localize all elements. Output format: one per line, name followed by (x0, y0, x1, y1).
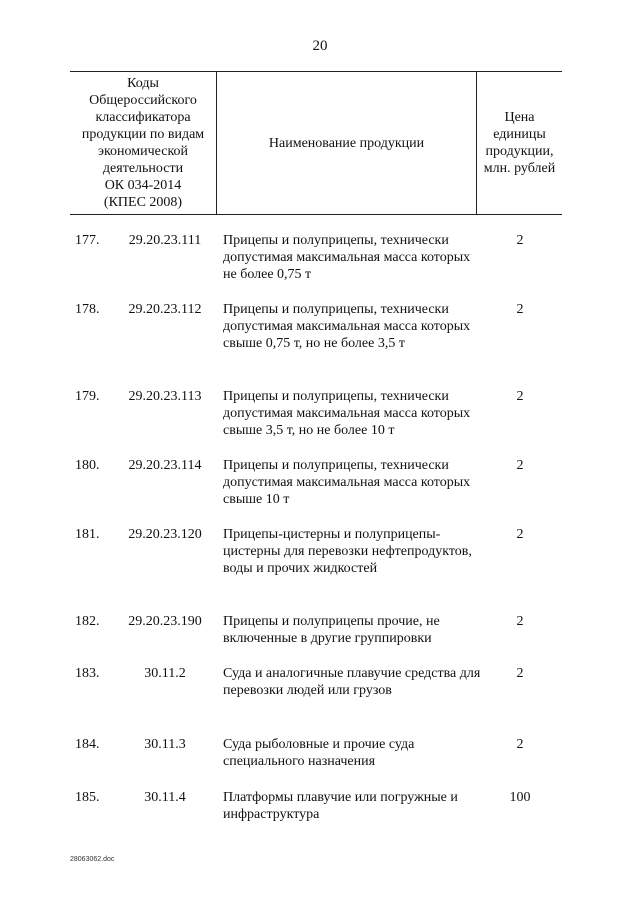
header-name-cell (217, 72, 477, 214)
page-number: 20 (312, 38, 328, 54)
file-footer: 28063062.doc (70, 856, 115, 863)
row-price: 2 (516, 666, 524, 681)
row-number: 178. (75, 302, 100, 317)
table-header (70, 71, 562, 215)
header-codes-cell (70, 72, 217, 214)
row-price: 2 (516, 389, 524, 404)
row-number: 182. (75, 614, 100, 629)
row-code: 29.20.23.120 (128, 527, 202, 542)
row-code: 30.11.2 (144, 666, 186, 681)
row-name: Прицепы и полуприцепы прочие, не включенные в другие группировки (223, 614, 440, 646)
row-number: 184. (75, 737, 100, 752)
row-number: 185. (75, 790, 100, 805)
row-price: 2 (516, 737, 524, 752)
row-name: Прицепы и полуприцепы, технически допустимая максимальная масса которых свыше 0,75 т, но не более 3,5 т (223, 302, 471, 351)
row-code: 30.11.4 (144, 790, 186, 805)
row-name: Суда и аналогичные плавучие средства для перевозки людей или грузов (223, 666, 481, 698)
row-name: Прицепы-цистерны и полуприцепы-цистерны для перевозки нефтепродуктов, воды и прочих жидкостей (223, 527, 472, 576)
row-price: 100 (509, 790, 531, 805)
row-number: 177. (75, 233, 100, 248)
row-name: Прицепы и полуприцепы, технически допустимая максимальная масса которых не более 0,75 т (223, 233, 471, 282)
row-name: Прицепы и полуприцепы, технически допустимая максимальная масса которых свыше 10 т (223, 458, 471, 507)
row-price: 2 (516, 302, 524, 317)
row-price: 2 (516, 527, 524, 542)
row-code: 29.20.23.112 (128, 302, 202, 317)
header-name: Наименование продукции (268, 135, 425, 151)
row-name: Суда рыболовные и прочие суда специального назначения (223, 737, 415, 769)
header-price: Цена единицы продукции, млн. рублей (483, 110, 556, 176)
row-name: Прицепы и полуприцепы, технически допустимая максимальная масса которых свыше 3,5 т, но не более 10 т (223, 389, 471, 438)
row-code: 29.20.23.113 (128, 389, 202, 404)
row-code: 30.11.3 (144, 737, 186, 752)
row-number: 179. (75, 389, 100, 404)
row-number: 180. (75, 458, 100, 473)
row-code: 29.20.23.114 (128, 458, 202, 473)
row-number: 183. (75, 666, 100, 681)
row-code: 29.20.23.190 (128, 614, 202, 629)
header-price-cell (477, 72, 562, 214)
row-price: 2 (516, 614, 524, 629)
row-price: 2 (516, 233, 524, 248)
row-name: Платформы плавучие или погружные и инфраструктура (223, 790, 458, 822)
row-code: 29.20.23.111 (128, 233, 202, 248)
header-codes: Коды Общероссийского классификатора продукции по видам экономической деятельности ОК 034-2014 (КПЕС 2008) (81, 76, 205, 210)
row-price: 2 (516, 458, 524, 473)
row-number: 181. (75, 527, 100, 542)
